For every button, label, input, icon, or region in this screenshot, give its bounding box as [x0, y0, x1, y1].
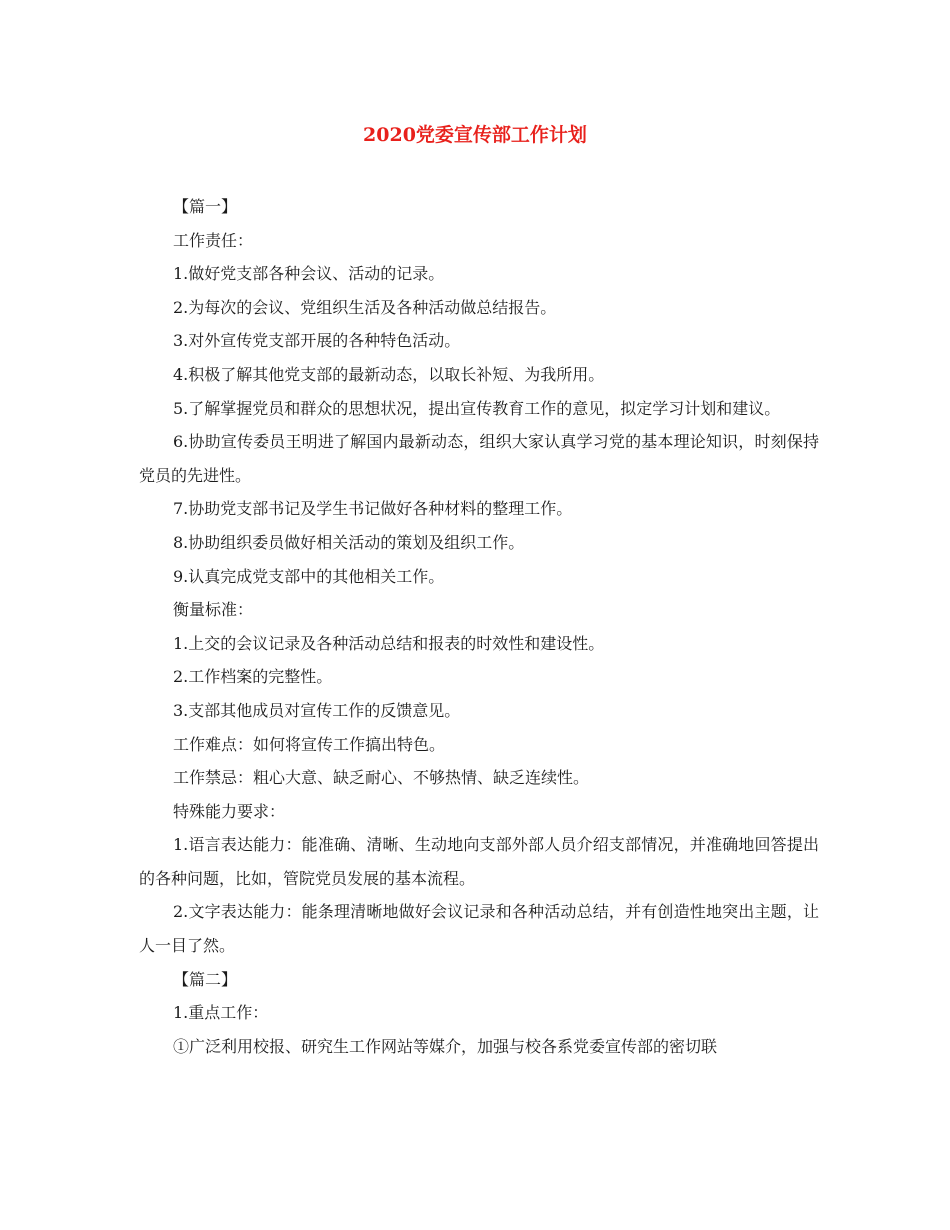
key-work-heading: 1.重点工作：: [173, 1003, 269, 1023]
document-body: [139, 190, 819, 1063]
responsibility-item-1: 1.做好党支部各种会议、活动的记录。: [173, 264, 445, 284]
responsibility-item-5: 5.了解掌握党员和群众的思想状况，提出宣传教育工作的意见，拟定学习计划和建议。: [173, 398, 781, 418]
special-ability-heading: 特殊能力要求：: [173, 801, 286, 821]
document-title: 2020党委宣传部工作计划: [363, 124, 587, 146]
responsibility-item-3: 3.对外宣传党支部开展的各种特色活动。: [173, 331, 461, 351]
work-difficulty: 工作难点：如何将宣传工作搞出特色。: [173, 734, 446, 754]
work-taboos: 工作禁忌：粗心大意、缺乏耐心、不够热情、缺乏连续性。: [173, 768, 590, 788]
key-work-item-1: ①广泛利用校报、研究生工作网站等媒介，加强与校各系党委宣传部的密切联: [173, 1036, 718, 1056]
responsibility-item-7: 7.协助党支部书记及学生书记做好各种材料的整理工作。: [173, 499, 573, 519]
responsibility-item-4: 4.积极了解其他党支部的最新动态，以取长补短、为我所用。: [173, 364, 605, 384]
responsibility-item-2: 2.为每次的会议、党组织生活及各种活动做总结报告。: [173, 297, 557, 317]
ability-item-1: 1.语言表达能力：能准确、清晰、生动地向支部外部人员介绍支部情况，并准确地回答提出的各种问题，比如，管院党员发展的基本流程。: [139, 835, 819, 888]
responsibility-item-6: 6.协助宣传委员王明进了解国内最新动态，组织大家认真学习党的基本理论知识，时刻保持党员的先进性。: [139, 432, 819, 485]
ability-item-2: 2.文字表达能力：能条理清晰地做好会议记录和各种活动总结，并有创造性地突出主题，让人一目了然。: [139, 902, 819, 956]
section-heading-part-1: 【篇一】: [173, 197, 238, 216]
standard-item-3: 3.支部其他成员对宣传工作的反馈意见。: [173, 700, 461, 720]
standard-item-2: 2.工作档案的完整性。: [173, 667, 333, 687]
responsibility-item-8: 8.协助组织委员做好相关活动的策划及组织工作。: [173, 532, 525, 552]
standard-item-1: 1.上交的会议记录及各种活动总结和报表的时效性和建设性。: [173, 633, 605, 653]
measurement-standard-heading: 衡量标准：: [173, 600, 254, 620]
responsibility-item-9: 9.认真完成党支部中的其他相关工作。: [173, 566, 445, 586]
section-heading-part-2: 【篇二】: [173, 969, 238, 989]
work-responsibility-heading: 工作责任：: [173, 230, 254, 250]
